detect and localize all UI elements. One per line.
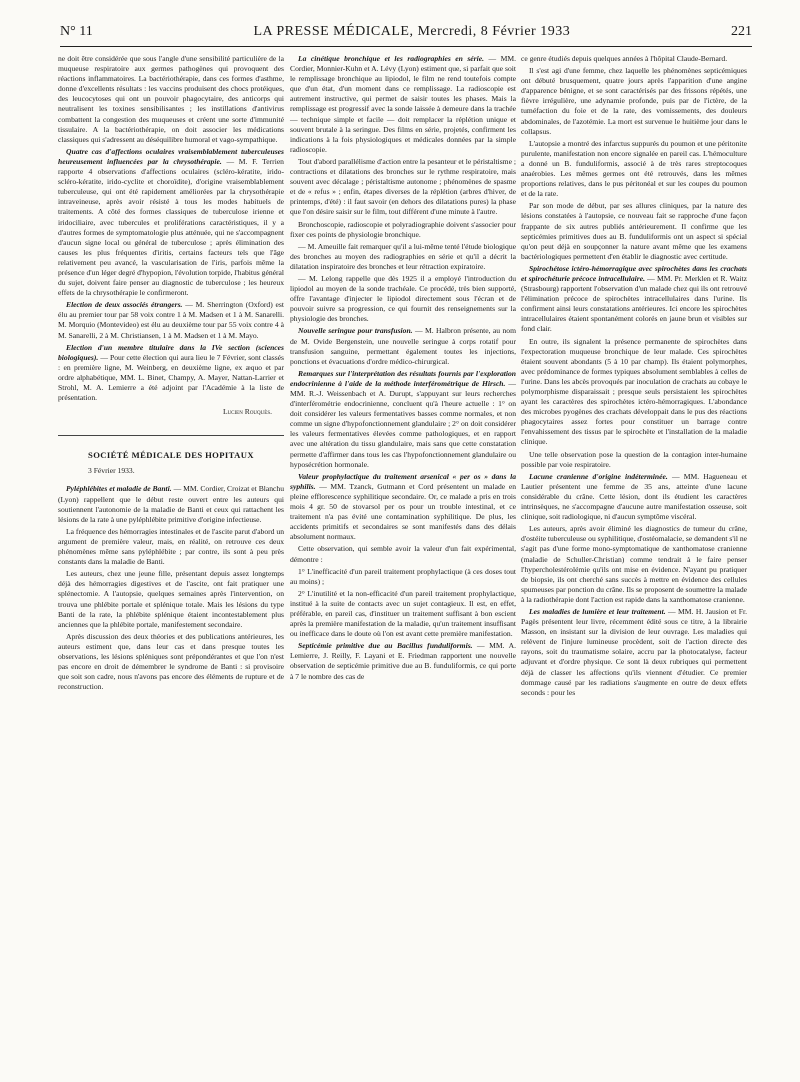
section-title: SOCIÉTÉ MÉDICALE DES HOPITAUX	[88, 450, 254, 461]
article	[290, 326, 516, 366]
paragraph: En outre, ils signalent la présence permanente de spirochètes dans l'expectoration muqueuse bronchique de leur malade. Ces spirochètes étaient souvent abondants (5 à 10 par champ). Ils étaient polymorphes, avec prédominance de formes typiques absolument semblables à celles de l'urine. Dans les abcès provoqués par inoculation de crachats au cobaye le polymorphisme disparaissait ; presque seuls persistaient les spirochètes ayant les caractères des spirochètes ictéro-hémorragiques. L'abondance des microbes pyogènes des crachats développait dans le pus des réactions phagocytaires assez fortes pour constituer un barrage contre l'envahissement des tissus par le spirochète et l'installation de la maladie clinique.	[521, 336, 747, 447]
article-body: — MM. Cordier, Monnier-Kuhn et A. Lévy (Lyon) estiment que, si parfait que soit le remplissage bronchique au lipiodol, le film ne rend toutefois compte que d'un état, d'un moment dans ce remplissage. La radioscopie est autrement instructive, qui permet de saisir toutes les phases. Mais la remplissage est progressif avec la sonde laissée à demeure dans la trachée — technique simple et facile — doit remplacer la réplétion unique et souvent brutale à la seringue. Des films en série, projetés, confirment les indications à la fois physiologiques et médicales données par la simple radioscopie.	[290, 54, 516, 154]
article-heading: Valeur prophylactique du traitement arsenical « per os » dans la syphilis.	[290, 471, 516, 491]
article	[58, 484, 284, 524]
paragraph: 1° L'inefficacité d'un pareil traitement prophylactique (à ces doses tout au moins) ;	[290, 566, 516, 586]
article	[290, 472, 516, 543]
article	[58, 343, 284, 404]
author-signature: Lucien Rouquès.	[222, 407, 272, 417]
article-body: — MM. R.-J. Weissenbach et A. Durupt, s'appuyant sur leurs recherches d'interférométrie endocrinienne, concluent qu'à l'heure actuelle : 1° on doit considérer les valeurs fermentatives basses comme normales, et non comme un signe d'hypofonctionnement glandulaire ; 2° on doit considérer les valeurs fermentatives élevées comme pathologiques, et en rapport avec une altération du tissu glandulaire, mais sans que cette constatation permette d'affirmer dans tous les cas l'hypofonctionnement glandulaire ou hyposécrétion hormonale.	[290, 378, 516, 469]
section-date: 3 Février 1933.	[88, 466, 135, 476]
article-heading: Nouvelle seringue pour transfusion.	[298, 326, 413, 336]
article-heading: Quatre cas d'affections oculaires vraisemblablement tuberculeuses heureusement influencées par la chrysothérapie.	[58, 146, 284, 166]
article-heading: Remarques sur l'interprétation des résultats fournis par l'exploration endocrinienne à l'aide de la méthode interférométrique de Hirsch.	[290, 368, 516, 388]
article-body: — MM. Tzanck, Gutmann et Cord présentent un malade en pleine efflorescence syphilitique secondaire. Or, ce malade a pris en trois mois 4 gr. 50 de stovarsol per os pour un trouble intestinal, et ce traitement n'a pas évité une contamination syphilitique. De plus, les accidents primitifs et secondaires se sont manifestés dans des délais absolument normaux.	[290, 481, 516, 542]
paragraph: ce genre étudiés depuis quelques années à l'hôpital Claude-Bernard.	[521, 54, 728, 63]
article	[290, 641, 516, 681]
paragraph: 2° L'inutilité et la non-efficacité d'un pareil traitement prophylactique, institué à la suite de contacts avec un sujet contagieux. Il est, en effet, préférable, en pareil cas, d'instituer un traitement suffisant à bon escient après la première manifestation de la maladie, qu'un traitement insuffisant ou inefficace dans le doute où l'on est avant cette première manifestation.	[290, 588, 516, 639]
page-number: 221	[730, 24, 752, 39]
article-body: — Pour cette élection qui aura lieu le 7 Février, sont classés : en première ligne, M. Weinberg, en deuxième ligne, ex æquo et par ordre alphabétique, MM. L. Binet, Champy, A. Mayer, Nattan-Larrier et Strohl, M. A. Lemierre a été adjoint par l'Académie à la liste de présentation.	[58, 352, 284, 403]
paragraph: Par son mode de début, par ses allures cliniques, par la nature des lésions constatées à l'autopsie, ce nouveau fait se rapproche d'une façon frappante de six autres publiés antérieurement. Il confirme que les septicémies primitives dues au B. funduliformis ont un aspect si spécial qu'on peut déjà en soupçonner la nature avant même que les examens bactériologiques permettent d'en établir le diagnostic avec certitude.	[521, 201, 747, 261]
article-heading: Lacune cranienne d'origine indéterminée.	[529, 471, 668, 481]
article-heading: Les maladies de lumière et leur traitement.	[529, 606, 666, 616]
issue-number: N° 11	[60, 24, 93, 39]
paragraph: — M. Ameuille fait remarquer qu'il a lui-même tenté l'étude biologique des bronches au moyen des radiographies en série et qu'il a décrit la dilatation inspiratoire des bronches et leur rétraction expiratoire.	[290, 241, 516, 271]
paragraph: Les auteurs, chez une jeune fille, présentant depuis assez longtemps déjà des hémorragies digestives et de l'ascite, ont fait pratiquer une splénectomie. A l'autopsie, quelques semaines après l'intervention, on trouva une phlébite portale et splénique totale. Mais les lésions du type Banti de la rate, la phlébite splénique étaient incontestablement plus anciennes que la phlébite portale, manifestement secondaire.	[58, 569, 284, 629]
article-heading: Septicémie primitive due au Bacillus funduliformis.	[298, 641, 473, 651]
article-body: — M. Halbron présente, au nom de M. Ovide Bergenstein, une nouvelle seringue à corps rotatif pour transfusion sanguine, permettant également toutes les injections, ponctions et évacuations d'ordre médico-chirurgical.	[290, 326, 516, 366]
page-header	[60, 24, 752, 47]
paragraph: Après discussion des deux théories et des publications antérieures, les auteurs estiment que, dans leur cas et dans presque toutes les observations, les lésions spléniques sont prépondérantes et que l'on n'est pas encore en droit de démembrer le syndrome de Banti : si provisoire que soit son cadre, nous n'avons pas encore des éléments de rupture et de reconstruction.	[58, 631, 284, 692]
article	[521, 607, 747, 698]
paragraph: — M. Lelong rappelle que dès 1925 il a employé l'introduction du lipiodol au moyen de la sonde trachéale. Ce procédé, très bien supporté, offre l'avantage d'injecter le lipiodol directement sous l'écran et de pouvoir suivre sa progression, ce qui fournit des renseignements sur la physiologie des bronches.	[290, 273, 516, 324]
paragraph: L'autopsie a montré des infarctus suppurés du poumon et une péritonite purulente, manifestation non encore signalée en pareil cas. L'hémoculture a donné un B. funduliformis, associé à de très rares streptocoques anaérobies. Les mêmes germes ont été retrouvés, dans les mêmes proportions relatives, dans le pus péritonéal et sur les coupes du poumon et de la rate.	[521, 138, 747, 199]
article-body: — MM. H. Jausion et Fr. Pagès présentent leur livre, récemment édité sous ce titre, à la librairie Masson, en insistant sur la division de leur ouvrage. Les maladies qui relèvent de l'injure lumineuse procèdent, soit de l'action directe des rayons, soit du traumatisme solaire, accru par la photocatalyse, facteur adjuvant et d'ordre physique. Ce sont là deux rubriques qui permettent déjà de classer les affections qu'ils viennent d'étudier. Ce premier dommage causé par les radiations s'augmente en outre de deux effets seconds : pour les	[521, 606, 747, 697]
column-2	[290, 54, 516, 684]
paragraph: Tout d'abord parallélisme d'action entre la pesanteur et le péristaltisme ; contractions et dilatations des bronches sur le rythme respiratoire, mais souvent avec décalage ; péristaltisme autonome ; phénomènes de spasme et de « refus » ; enfin, étapes diverses de la réplétion (arbres d'hiver, de printemps, d'été) : il faut savoir (en dehors des dilatations pures) la phase que l'on désire saisir sur le film, tout différent d'une minute à l'autre.	[290, 156, 516, 217]
article-heading: Election de deux associés étrangers.	[66, 300, 183, 310]
article	[58, 147, 284, 298]
article	[58, 300, 284, 340]
paragraph: Il s'est agi d'une femme, chez laquelle les phénomènes septicémiques ont débuté brusquement, quatre jours après l'apparition d'une angine d'apparence bénigne, et se sont caractérisés par des frissons répétés, une fièvre irrégulière, une adynamie profonde, puis par de l'ictère, de la tuméfaction du foie et de la rate, des vomissements, des douleurs abdominales, de l'azotémie. La mort est survenue le huitième jour dans le collapsus.	[521, 66, 747, 136]
article-body: — MM. Hagueneau et Lautier présentent une femme de 35 ans, atteinte d'une lacune considérable du crâne. Cette lésion, dont ils étudient les caractères intrinsèques, ne s'accompagne d'aucune autre manifestation osseuse, soit clinique, soit radiologique, ni d'aucun symptôme viscéral.	[521, 471, 748, 522]
article-body: — MM. Pr. Merklen et R. Waitz (Strasbourg) rapportent l'observation d'un malade chez qui ils ont retrouvé l'élimination précoce de spirochètes intracellulaires dans l'urine. Ils confirment ainsi leurs constatations antérieures. Ici encore les spirochètes intracellulaires étaient spontanément colorés en jaune brun et visibles sur fond clair.	[521, 273, 747, 334]
column-1	[58, 54, 284, 694]
paragraph: Cette observation, qui semble avoir la valeur d'un fait expérimental, démontre :	[290, 544, 516, 564]
article	[290, 369, 516, 470]
article-body: — M. F. Terrien rapporte 4 observations d'affections oculaires (scléro-kératite, irido-scléro-kératite, irido-cyclite et choroïdite), d'origine vraisemblablement tuberculeuse, qui ont été rapidement améliorées par la chrysothérapie intraveineuse, après avoir résisté à tous les modes habituels de traitements. A côté des formes classiques de tuberculose irienne et iridociliaire, avec tubercules et proliférations caractéristiques, il y a d'autres formes de symptomatologie plus atténuée, qui ne s'accompagnent d'aucun signe local ou général de tuberculose ; après élimination des causes les plus fréquentes d'iritis, certains facteurs tels que l'âge relativement peu avancé, la vascularisation de l'iris, parfois même la présence d'un léger degré d'hypopion, l'évolution torpide, l'habitus général du sujet, doivent faire penser au diagnostic de tuberculose ; les heureux effets de la chrysothérapie le confirmeront.	[58, 156, 284, 298]
article-heading: Election d'un membre titulaire dans la IVe section (sciences biologiques).	[58, 342, 284, 362]
article-heading: La cinétique bronchique et les radiographies en série.	[298, 54, 485, 63]
column-3	[521, 54, 747, 700]
article	[521, 472, 747, 522]
article-body: — MM. Cordier, Croizat et Blanchu (Lyon) rappellent que le début reste ouvert entre les auteurs qui soutiennent l'autonomie de la maladie de Banti et ceux qui rattachent les lésions de la rate à une pyléphlébite primitive d'origine infectieuse.	[58, 484, 284, 524]
article	[290, 54, 516, 155]
masthead-title: LA PRESSE MÉDICALE, Mercredi, 8 Février 1933	[253, 24, 571, 39]
article-body: — MM. A. Lemierre, J. Reilly, F. Layani et E. Friedman rapportent une nouvelle observation de septicémie primitive due au B. funduliformis, ce qui porte à 7 le nombre des cas de	[290, 641, 516, 681]
paragraph: Les auteurs, après avoir éliminé les diagnostics de tumeur du crâne, d'ostéite tuberculeuse ou syphilitique, d'ostéomalacie, se demandent s'il ne s'agit pas d'une forme mono-symptomatique de xanthomatose cranienne (maladie de Schuller-Christian) comme tendrait à le faire penser l'hypercholestérolémie qu'ils ont mise en évidence. N'ayant pu pratiquer de biopsie, ils ont cherché sans succès à mettre en évidence des cellules spumeuses par ponction du crâne. Ils se proposent de soumettre la malade à la radiothérapie dont l'action est rapide dans la xanthomatose cranienne.	[521, 524, 747, 604]
paragraph: Une telle observation pose la question de la contagion inter-humaine possible par voie respiratoire.	[521, 449, 747, 469]
section-divider	[58, 435, 284, 436]
article	[521, 264, 747, 335]
article-heading: Pyléphlébites et maladie de Banti.	[66, 484, 172, 494]
paragraph: Bronchoscopie, radioscopie et polyradiographie doivent s'associer pour fixer ces points de physiologie bronchique.	[290, 219, 516, 239]
paragraph: ne doit être considérée que sous l'angle d'une sensibilité particulière de la muqueuse respiratoire aux germes pathogènes qui provoquent des réactions inflammatoires. La bactériothérapie, dans ces formes d'asthme, donne d'excellents résultats : les vaccins produisent des chocs protéiques, des leucocytoses qui ont un pouvoir phagocytaire, des anticorps qui neutralisent les toxines sensibilisantes ; les instillations d'antivirus combattent la congestion des muqueuses et créent une sorte d'immunité tissulaire. A la bactériothérapie, on doit associer les médications classiques qui s'adressent au déséquilibre humoral et vago-sympathique.	[58, 54, 284, 144]
article-body: — M. Sherrington (Oxford) est élu au premier tour par 58 voix contre 1 à M. Madsen et 1 à M. Sanarelli. M. Morquio (Montevideo) est élu au deuxième tour par 55 voix contre 4 à M. Sanarelli, 2 à M. Christiansen, 1 à M. Madsen et 1 à M. Mayo.	[58, 300, 284, 340]
article-heading: Spirochétose ictéro-hémorragique avec spirochètes dans les crachats et spirochéturie précoce intracellulaire.	[521, 263, 747, 283]
paragraph: La fréquence des hémorragies intestinales et de l'ascite parut d'abord un argument de première valeur, mais, en réalité, on retrouve ces deux phénomènes même sans pyléphlébite ; par contre, ils sont à peu près constants dans la maladie de Banti.	[58, 526, 284, 567]
